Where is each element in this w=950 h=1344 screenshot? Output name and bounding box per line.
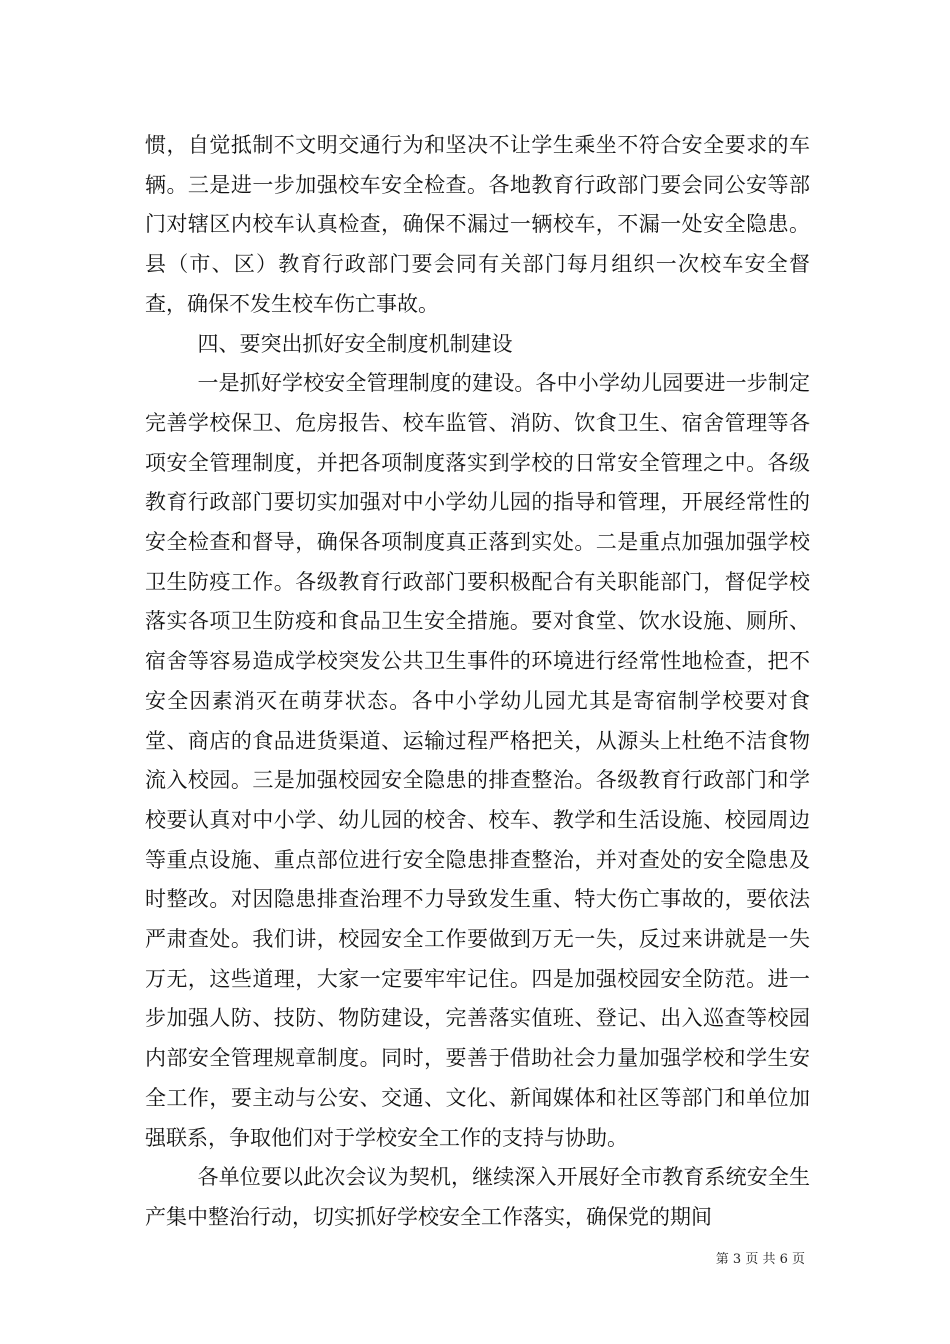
- paragraph-closing: 各单位要以此次会议为契机，继续深入开展好全市教育系统安全生产集中整治行动，切实抓好学校安全工作落实，确保党的期间: [145, 1165, 810, 1229]
- document-body: [145, 126, 810, 1238]
- section-heading-four: 四、要突出抓好安全制度机制建设: [197, 331, 513, 356]
- page-number-footer: 第 3 页 共 6 页: [715, 1252, 805, 1267]
- paragraph-safety-system: 一是抓好学校安全管理制度的建设。各中小学幼儿园要进一步制定完善学校保卫、危房报告、校车监管、消防、饮食卫生、宿舍管理等各项安全管理制度，并把各项制度落实到学校的日常安全管理之中。各级教育行政部门要切实加强对中小学幼儿园的指导和管理，开展经常性的安全检查和督导，确保各项制度真正落到实处。二是重点加强加强学校卫生防疫工作。各级教育行政部门要积极配合有关职能部门，督促学校落实各项卫生防疫和食品卫生安全措施。要对食堂、饮水设施、厕所、宿舍等容易造成学校突发公共卫生事件的环境进行经常性地检查，把不安全因素消灭在萌芽状态。各中小学幼儿园尤其是寄宿制学校要对食堂、商店的食品进货渠道、运输过程严格把关，从源头上杜绝不洁食物流入校园。三是加强校园安全隐患的排查整治。各级教育行政部门和学校要认真对中小学、幼儿园的校舍、校车、教学和生活设施、校园周边等重点设施、重点部位进行安全隐患排查整治，并对查处的安全隐患及时整改。对因隐患排查治理不力导致发生重、特大伤亡事故的，要依法严肃查处。我们讲，校园安全工作要做到万无一失，反过来讲就是一失万无，这些道理，大家一定要牢牢记住。四是加强校园安全防范。进一步加强人防、技防、物防建设，完善落实值班、登记、出入巡查等校园内部安全管理规章制度。同时，要善于借助社会力量加强学校和学生安全工作，要主动与公安、交通、文化、新闻媒体和社区等部门和单位加强联系，争取他们对于学校安全工作的支持与协助。: [145, 371, 810, 1150]
- paragraph-continuation: 惯，自觉抵制不文明交通行为和坚决不让学生乘坐不符合安全要求的车辆。三是进一步加强校车安全检查。各地教育行政部门要会同公安等部门对辖区内校车认真检查，确保不漏过一辆校车，不漏一处安全隐患。县（市、区）教育行政部门要会同有关部门每月组织一次校车安全督查，确保不发生校车伤亡事故。: [145, 133, 810, 316]
